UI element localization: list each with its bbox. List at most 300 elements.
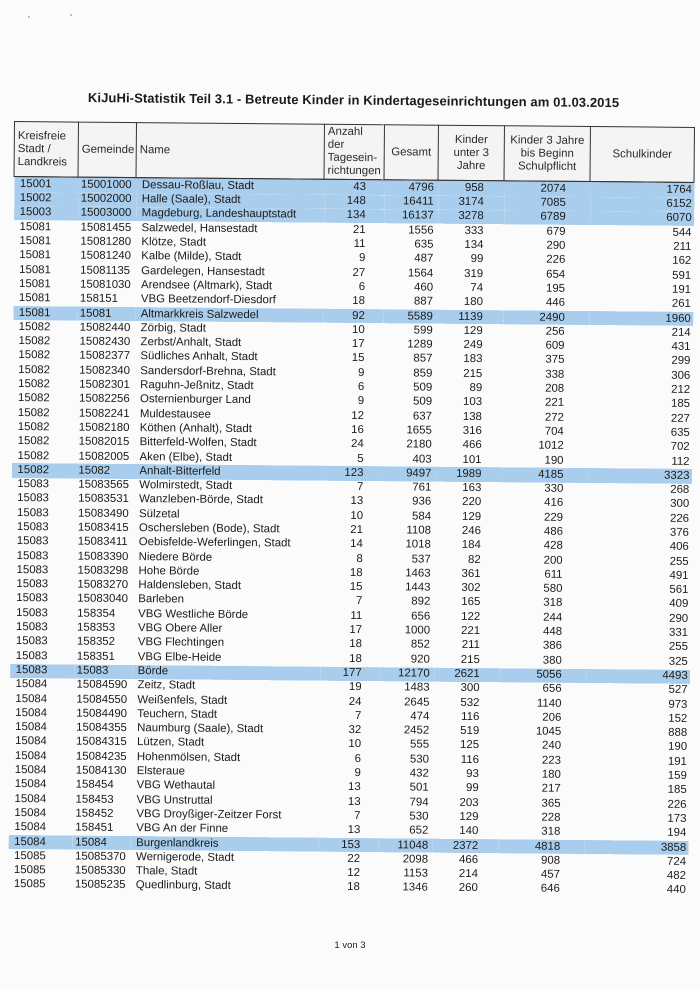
cell-unter3: 129: [459, 810, 479, 824]
cell-kreis: 15084: [14, 778, 47, 791]
cell-name: Gardelegen, Hansestadt: [141, 264, 265, 278]
cell-schulkinder: 191: [671, 283, 692, 296]
cell-kreis: 15082: [18, 363, 51, 377]
cell-3jahre: 229: [543, 511, 564, 524]
cell-unter3: 140: [459, 825, 479, 838]
cell-3jahre: 448: [542, 625, 563, 638]
cell-anzahl: 13: [347, 795, 361, 808]
cell-gemeinde: 15082180: [78, 421, 130, 434]
cell-name: Wolmirstedt, Stadt: [139, 479, 233, 493]
cell-gemeinde: 15083565: [78, 478, 130, 492]
cell-gesamt: 892: [411, 595, 431, 609]
cell-unter3: 2372: [432, 839, 498, 854]
cell-schulkinder: 591: [672, 269, 692, 282]
cell-anzahl: 12: [347, 867, 361, 880]
cell-gemeinde: 15082005: [78, 450, 130, 463]
cell-3jahre: 195: [545, 282, 566, 295]
cell-name: Anhalt-Bitterfeld: [133, 464, 321, 480]
cell-schulkinder: 3323: [587, 468, 691, 483]
cell-gemeinde: 15083298: [77, 564, 129, 577]
cell-3jahre: 206: [542, 711, 562, 724]
cell-3jahre: 2074: [504, 181, 590, 197]
cell-anzahl: 7: [355, 595, 363, 608]
cell-gemeinde: 15083270: [77, 578, 129, 592]
cell-name: Raguhn-Jeßnitz, Stadt: [140, 379, 254, 393]
scan-speck: [70, 14, 72, 16]
cell-kreis: 15082: [11, 463, 75, 478]
cell-schulkinder: 724: [666, 855, 687, 868]
cell-anzahl: 10: [351, 323, 365, 336]
cell-kreis: 15084: [15, 735, 47, 748]
cell-name: Zerbst/Anhalt, Stadt: [140, 336, 242, 350]
cell-gesamt: 501: [409, 781, 429, 794]
cell-anzahl: 15: [351, 352, 365, 365]
cell-unter3: 532: [460, 696, 480, 709]
table-header-row: [14, 122, 694, 183]
cell-gemeinde: 15002000: [78, 192, 136, 207]
cell-name: Burgenlandkreis: [130, 836, 318, 852]
cell-gemeinde: 15081: [77, 307, 135, 322]
cell-3jahre: 908: [540, 854, 561, 867]
cell-unter3: 300: [460, 682, 480, 695]
cell-schulkinder: 227: [670, 412, 690, 425]
cell-anzahl: 10: [348, 738, 362, 751]
cell-schulkinder: 261: [671, 297, 691, 311]
cell-gemeinde: 158454: [75, 778, 114, 792]
cell-unter3: 302: [461, 582, 481, 595]
cell-gesamt: 859: [413, 367, 433, 380]
cell-name: VBG An der Finne: [136, 822, 229, 836]
cell-schulkinder: 331: [668, 626, 689, 639]
cell-schulkinder: 482: [666, 869, 686, 883]
cell-anzahl: 9: [358, 252, 366, 265]
cell-schulkinder: 491: [669, 569, 689, 582]
cell-kreis: 15083: [17, 506, 49, 520]
cell-gemeinde: 15084590: [76, 678, 128, 692]
cell-anzahl: 21: [350, 523, 363, 537]
cell-gesamt: 1483: [404, 681, 430, 694]
cell-unter3: 215: [463, 367, 483, 380]
cell-3jahre: 1012: [538, 439, 564, 453]
cell-gemeinde: 158352: [76, 635, 116, 649]
cell-name: Klötze, Stadt: [141, 236, 207, 249]
cell-anzahl: 177: [320, 666, 380, 681]
cell-3jahre: 7085: [504, 196, 590, 211]
cell-unter3: 2621: [434, 667, 500, 682]
cell-3jahre: 228: [541, 811, 561, 824]
cell-gemeinde: 158151: [79, 292, 119, 306]
cell-unter3: 134: [464, 238, 484, 252]
cell-gemeinde: 15083390: [77, 550, 129, 563]
cell-name: Wernigerode, Stadt: [136, 850, 235, 864]
cell-gesamt: 11048: [378, 838, 432, 853]
cell-gemeinde: 15001000: [78, 177, 136, 192]
page-title: KiJuHi-Statistik Teil 3.1 - Betreute Kinder in Kindertageseinrichtungen am 01.03.2015: [87, 90, 620, 111]
cell-gemeinde: 15081030: [80, 278, 131, 291]
cell-3jahre: 365: [541, 797, 561, 810]
cell-anzahl: 43: [324, 180, 384, 195]
cell-unter3: 116: [460, 753, 479, 766]
cell-kreis: 15083: [17, 492, 49, 505]
cell-unter3: 116: [461, 710, 480, 723]
cell-name: Hohenmölsen, Stadt: [136, 750, 241, 764]
cell-3jahre: 256: [545, 325, 565, 338]
cell-schulkinder: 3858: [584, 840, 688, 855]
cell-anzahl: 11: [353, 238, 366, 251]
cell-schulkinder: 255: [668, 641, 688, 654]
cell-3jahre: 1045: [535, 725, 562, 738]
cell-unter3: 333: [464, 224, 484, 237]
cell-schulkinder: 190: [667, 741, 688, 754]
cell-name: Naumburg (Saale), Stadt: [137, 722, 264, 736]
cell-kreis: 15003: [14, 206, 78, 221]
cell-anzahl: 123: [321, 466, 381, 481]
cell-anzahl: 16: [351, 423, 364, 436]
cell-gesamt: 2180: [406, 438, 432, 451]
cell-unter3: 319: [464, 267, 484, 280]
cell-name: VBG Wethautal: [136, 779, 216, 793]
cell-kreis: 15082: [18, 335, 51, 348]
cell-3jahre: 338: [545, 368, 565, 381]
cell-gesamt: 1346: [402, 881, 428, 895]
cell-anzahl: 8: [356, 552, 363, 565]
cell-schulkinder: 299: [671, 355, 691, 368]
cell-kreis: 15082: [18, 378, 50, 391]
cell-kreis: 15083: [16, 535, 49, 548]
cell-anzahl: 6: [358, 280, 366, 294]
cell-unter3: 99: [465, 782, 479, 795]
cell-gesamt: 656: [411, 610, 431, 623]
cell-schulkinder: 1960: [589, 311, 693, 326]
cell-kreis: 15083: [17, 478, 50, 491]
cell-unter3: 82: [467, 553, 481, 566]
cell-gemeinde: 15084315: [76, 736, 127, 749]
cell-gesamt: 1443: [405, 581, 431, 594]
cell-gesamt: 12170: [380, 667, 434, 682]
cell-anzahl: 10: [350, 509, 364, 522]
cell-3jahre: 654: [546, 268, 566, 281]
cell-name: Altmarkkreis Salzwedel: [135, 307, 323, 323]
cell-gesamt: 9497: [381, 467, 435, 482]
cell-name: Südliches Anhalt, Stadt: [140, 350, 258, 364]
cell-gesamt: 2452: [403, 724, 430, 737]
cell-name: Sülzetal: [139, 507, 180, 521]
cell-3jahre: 4185: [501, 468, 587, 483]
cell-schulkinder: 194: [667, 826, 687, 840]
column-header-kreis: Kreisfreie Stadt / Landkreis: [14, 122, 78, 178]
cell-anzahl: 6: [357, 381, 365, 394]
cell-gesamt: 555: [410, 738, 430, 752]
cell-anzahl: 13: [350, 495, 364, 508]
cell-3jahre: 428: [543, 539, 563, 553]
cell-anzahl: 7: [354, 709, 362, 722]
cell-gemeinde: 158451: [75, 821, 114, 835]
cell-kreis: 15083: [16, 549, 49, 562]
column-header-unter3: Kinder unter 3 Jahre: [438, 125, 504, 181]
cell-schulkinder: 888: [668, 726, 688, 740]
cell-kreis: 15084: [14, 792, 47, 805]
cell-name: Lützen, Stadt: [137, 736, 205, 750]
table-body: [8, 177, 694, 898]
cell-schulkinder: 152: [668, 712, 688, 725]
cell-kreis: 15084: [14, 764, 47, 777]
cell-3jahre: 611: [544, 568, 563, 581]
cell-gesamt: 1153: [403, 867, 428, 880]
cell-gemeinde: 15081135: [80, 264, 131, 277]
cell-unter3: 3278: [438, 210, 504, 225]
cell-3jahre: 704: [544, 425, 564, 438]
cell-gesamt: 584: [411, 510, 432, 523]
cell-3jahre: 290: [546, 239, 566, 252]
cell-gesamt: 4796: [384, 180, 438, 195]
cell-kreis: 15081: [19, 220, 52, 234]
cell-schulkinder: 290: [669, 612, 689, 625]
cell-gemeinde: 15085370: [75, 850, 126, 863]
cell-gesamt: 1018: [405, 538, 431, 551]
cell-unter3: 180: [463, 296, 483, 309]
cell-gemeinde: 15083415: [77, 521, 129, 535]
cell-unter3: 99: [470, 253, 484, 266]
cell-kreis: 15083: [16, 578, 49, 591]
cell-gemeinde: 15082440: [79, 321, 131, 334]
cell-name: Niedere Börde: [138, 550, 213, 564]
cell-schulkinder: 268: [670, 483, 690, 497]
cell-gemeinde: 158452: [75, 807, 114, 820]
cell-gemeinde: 15082430: [79, 335, 131, 349]
statistics-table-container: [7, 121, 694, 898]
cell-3jahre: 609: [545, 339, 565, 352]
cell-3jahre: 446: [545, 296, 565, 310]
cell-unter3: 93: [466, 768, 479, 781]
cell-schulkinder: 255: [669, 555, 689, 568]
cell-kreis: 15083: [10, 664, 74, 679]
cell-3jahre: 486: [543, 525, 563, 538]
cell-3jahre: 318: [543, 597, 563, 610]
cell-name: VBG Unstruttal: [136, 793, 213, 807]
column-header-gesamt: Gesamt: [384, 125, 438, 181]
cell-gemeinde: 15083490: [78, 507, 129, 520]
column-header-3jahre: Kinder 3 Jahre bis Beginn Schulpflicht: [504, 126, 590, 182]
cell-unter3: 183: [463, 353, 483, 366]
cell-anzahl: 148: [324, 194, 384, 209]
cell-name: Börde: [132, 665, 320, 681]
cell-gemeinde: 158354: [77, 607, 116, 620]
cell-anzahl: 18: [349, 638, 362, 651]
cell-gesamt: 16411: [384, 195, 438, 210]
cell-schulkinder: 173: [667, 812, 687, 825]
cell-gemeinde: 15003000: [78, 207, 136, 222]
cell-name: Osternienburger Land: [140, 393, 251, 407]
cell-name: Bitterfeld-Wolfen, Stadt: [139, 436, 257, 450]
cell-kreis: 15083: [16, 606, 48, 620]
cell-kreis: 15081: [19, 263, 51, 276]
page-number: 1 von 3: [334, 940, 366, 951]
cell-3jahre: 646: [540, 883, 560, 896]
cell-name: Arendsee (Altmark), Stadt: [141, 279, 273, 293]
cell-name: VBG Beetzendorf-Diesdorf: [140, 293, 276, 307]
cell-gemeinde: 15081240: [80, 249, 132, 263]
cell-name: Kalbe (Milde), Stadt: [141, 250, 242, 264]
cell-schulkinder: 325: [668, 655, 688, 668]
cell-anzahl: 5: [357, 452, 364, 465]
cell-kreis: 15082: [17, 420, 50, 434]
cell-kreis: 15002: [14, 192, 78, 207]
cell-gemeinde: 15084355: [76, 721, 127, 735]
cell-3jahre: 226: [546, 254, 566, 267]
cell-name: VBG Obere Aller: [138, 622, 223, 635]
cell-kreis: 15081: [19, 278, 51, 291]
cell-schulkinder: 635: [670, 426, 690, 439]
cell-name: Dessau-Roßlau, Stadt: [136, 178, 324, 194]
cell-gemeinde: 15083531: [78, 492, 129, 506]
cell-schulkinder: 409: [669, 598, 689, 611]
cell-kreis: 15083: [16, 621, 48, 634]
cell-gesamt: 1463: [405, 567, 431, 580]
cell-gesamt: 530: [409, 810, 429, 823]
cell-schulkinder: 431: [671, 340, 691, 354]
cell-name: Muldestausee: [139, 407, 211, 421]
cell-3jahre: 656: [542, 682, 562, 696]
cell-anzahl: 21: [352, 223, 366, 236]
cell-anzahl: 18: [349, 652, 362, 665]
cell-3jahre: 180: [541, 768, 561, 781]
cell-3jahre: 375: [545, 354, 565, 367]
cell-gesamt: 460: [413, 281, 434, 294]
cell-gesamt: 936: [412, 495, 432, 509]
cell-gesamt: 509: [413, 381, 433, 394]
cell-3jahre: 272: [544, 411, 564, 424]
cell-3jahre: 386: [542, 640, 562, 653]
cell-kreis: 15081: [19, 249, 52, 262]
cell-kreis: 15082: [18, 392, 50, 405]
cell-schulkinder: 214: [671, 326, 691, 339]
cell-unter3: 958: [438, 181, 504, 196]
cell-gemeinde: 15084235: [75, 750, 127, 763]
cell-3jahre: 217: [541, 782, 561, 796]
cell-anzahl: 13: [347, 824, 361, 837]
cell-gemeinde: 158353: [77, 621, 116, 634]
cell-anzahl: 6: [354, 752, 361, 765]
cell-schulkinder: 561: [669, 583, 689, 597]
cell-kreis: 15083: [16, 521, 49, 534]
cell-gesamt: 1000: [404, 624, 431, 637]
cell-gemeinde: 15082256: [79, 392, 130, 406]
cell-kreis: 15084: [15, 706, 48, 720]
cell-3jahre: 6789: [504, 210, 590, 225]
cell-gesamt: 1655: [406, 424, 432, 437]
cell-name: Oschersleben (Bode), Stadt: [138, 522, 280, 536]
cell-kreis: 15082: [17, 406, 50, 419]
cell-gesamt: 1564: [407, 267, 434, 280]
cell-kreis: 15082: [17, 435, 50, 448]
column-header-schulkinder: Schulkinder: [590, 127, 694, 183]
cell-anzahl: 9: [357, 395, 365, 408]
cell-3jahre: 4818: [498, 839, 584, 854]
cell-schulkinder: 544: [672, 226, 692, 239]
cell-name: Köthen (Anhalt), Stadt: [139, 422, 252, 436]
cell-unter3: 125: [460, 739, 480, 752]
cell-schulkinder: 6070: [590, 211, 694, 226]
cell-name: Salzwedel, Hansestadt: [141, 221, 258, 235]
cell-kreis: 15083: [15, 635, 48, 648]
cell-gesamt: 857: [413, 352, 433, 366]
cell-name: Barleben: [138, 593, 184, 606]
cell-gemeinde: 15082241: [78, 407, 130, 420]
cell-schulkinder: 973: [668, 698, 688, 711]
cell-gemeinde: 15082301: [79, 378, 130, 392]
cell-name: Sandersdorf-Brehna, Stadt: [140, 364, 276, 379]
cell-gemeinde: 15082015: [78, 435, 130, 449]
cell-gesamt: 1556: [408, 224, 434, 237]
cell-anzahl: 11: [350, 609, 363, 622]
cell-3jahre: 240: [541, 740, 562, 753]
cell-anzahl: 18: [349, 566, 363, 579]
cell-gesamt: 403: [412, 453, 432, 466]
cell-kreis: 15084: [14, 749, 47, 763]
statistics-table: [7, 121, 695, 898]
cell-kreis: 15081: [13, 306, 77, 321]
cell-gemeinde: 15081280: [80, 235, 132, 249]
cell-3jahre: 244: [543, 611, 563, 624]
cell-gemeinde: 15084130: [75, 764, 127, 778]
cell-unter3: 211: [461, 639, 480, 652]
cell-schulkinder: 406: [669, 541, 689, 554]
cell-unter3: 89: [469, 382, 483, 395]
cell-unter3: 138: [462, 410, 482, 423]
cell-name: Quedlinburg, Stadt: [135, 879, 231, 893]
cell-gesamt: 599: [413, 324, 433, 337]
cell-gemeinde: 15082: [75, 464, 133, 479]
cell-schulkinder: 527: [668, 683, 688, 697]
cell-anzahl: 9: [354, 767, 361, 780]
cell-unter3: 214: [458, 868, 478, 881]
cell-unter3: 184: [461, 539, 481, 552]
cell-unter3: 74: [470, 281, 484, 295]
cell-gesamt: 852: [410, 638, 430, 652]
cell-anzahl: 22: [347, 852, 361, 865]
cell-unter3: 361: [461, 567, 481, 580]
cell-anzahl: 24: [348, 695, 362, 708]
cell-kreis: 15084: [14, 806, 47, 820]
cell-gesamt: 1289: [407, 338, 433, 351]
cell-name: Weißenfels, Stadt: [137, 693, 228, 707]
cell-unter3: 466: [462, 439, 482, 452]
cell-3jahre: 190: [544, 454, 564, 467]
cell-anzahl: 13: [347, 781, 361, 794]
cell-schulkinder: 702: [670, 440, 690, 454]
cell-3jahre: 318: [541, 825, 561, 839]
cell-gesamt: 5589: [383, 309, 437, 324]
cell-3jahre: 1140: [536, 697, 562, 710]
cell-anzahl: 92: [323, 309, 383, 324]
cell-3jahre: 200: [543, 554, 563, 567]
cell-name: Haldensleben, Stadt: [138, 579, 242, 593]
cell-name: Thale, Stadt: [135, 865, 198, 878]
cell-schulkinder: 4493: [586, 669, 690, 684]
cell-schulkinder: 6152: [590, 197, 694, 212]
cell-unter3: 1139: [437, 310, 503, 325]
cell-anzahl: 18: [352, 295, 365, 308]
cell-anzahl: 19: [348, 681, 362, 694]
cell-unter3: 221: [460, 624, 481, 638]
column-header-name: Name: [136, 123, 324, 180]
cell-kreis: 15085: [13, 878, 46, 891]
cell-gesamt: 761: [412, 481, 432, 494]
cell-schulkinder: 185: [670, 398, 691, 411]
cell-unter3: 129: [461, 510, 482, 523]
cell-schulkinder: 159: [667, 769, 687, 782]
cell-gemeinde: 15084490: [76, 707, 128, 720]
